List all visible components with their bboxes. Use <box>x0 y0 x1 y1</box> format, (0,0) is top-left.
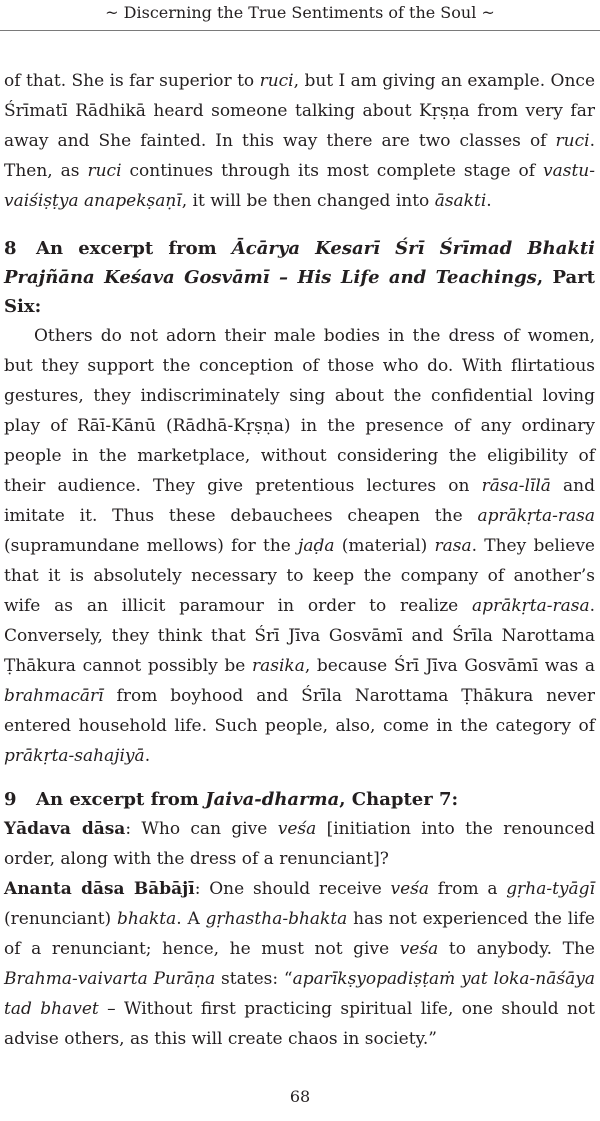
section-heading-9: 9 An excerpt from Jaiva-dharma, Chapter 7: <box>4 785 595 814</box>
section-8-paragraph: Others do not adorn their male bodies in the dress of women, but they support the conception of those who do. With flirtatious gestures, they indiscriminately sing about the confidential loving play of Rāī-Kānū (Rādhā-Kṛṣṇa) in the presence of any ordinary people in the marketplace, without considering the eligibility of their audience. They give pretentious lectures on rāsa-līlā and imitate it. Thus these debauchees cheapen the aprākṛta-rasa (supramundane mellows) for the jaḍa (material) rasa. They believe that it is absolutely necessary to keep the company of another’s wife as an illicit paramour in order to realize aprākṛta-rasa. Conversely, they think that Śrī Jīva Gosvāmī and Śrīla Narottama Ṭhākura cannot possibly be rasika, because Śrī Jīva Gosvāmī was a brahmacārī from boyhood and Śrīla Narottama Ṭhākura never entered household life. Such people, also, come in the category of prākṛta-sahajiyā. <box>4 326 595 766</box>
spacer <box>4 771 595 785</box>
section-heading-8: 8 An excerpt from Ācārya Kesarī Śrī Śrīmad Bhakti Prajñāna Keśava Gosvāmī – His Life and Teachings, Part Six: <box>4 234 595 321</box>
header-rule <box>0 30 600 31</box>
speaker-name: Ananta dāsa Bābājī <box>4 879 195 899</box>
page-number <box>0 1085 600 1109</box>
running-title: ~ Discerning the True Sentiments of the Soul ~ <box>105 3 495 22</box>
intro-paragraph: of that. She is far superior to ruci, but I am giving an example. Once Śrīmatī Rādhikā heard someone talking about Kṛṣṇa from very far away and She fainted. In this way there are two classes of ruci. Then, as ruci continues through its most complete stage of vastu-vaiśiṣṭya anapekṣaṇī, it will be then changed into āsakti. <box>4 71 596 211</box>
dialogue-answer: Ananta dāsa Bābājī: One should receive veśa from a gṛha-tyāgī (renunciant) bhakta. A gṛhastha-bhakta has not experienced the life of a renunciant; hence, he must not give veśa to anybody. The Brahma-vaivarta Purāṇa states: “aparīkṣyopadiṣṭaṁ yat loka-nāśāya tad bhavet – Without first practicing spiritual life, one should not advise others, as this will create chaos in society.” <box>4 879 596 1049</box>
page-number-text: 68 <box>289 1087 311 1106</box>
section-number: 8 <box>4 238 17 259</box>
speaker-name: Yādava dāsa <box>4 819 126 839</box>
dialogue-question: Yādava dāsa: Who can give veśa [initiation into the renounced order, along with the dress of a renunciant]? <box>4 819 596 869</box>
spacer <box>4 216 595 234</box>
section-number: 9 <box>4 789 17 810</box>
page-body <box>4 66 595 1054</box>
running-header <box>0 0 600 30</box>
